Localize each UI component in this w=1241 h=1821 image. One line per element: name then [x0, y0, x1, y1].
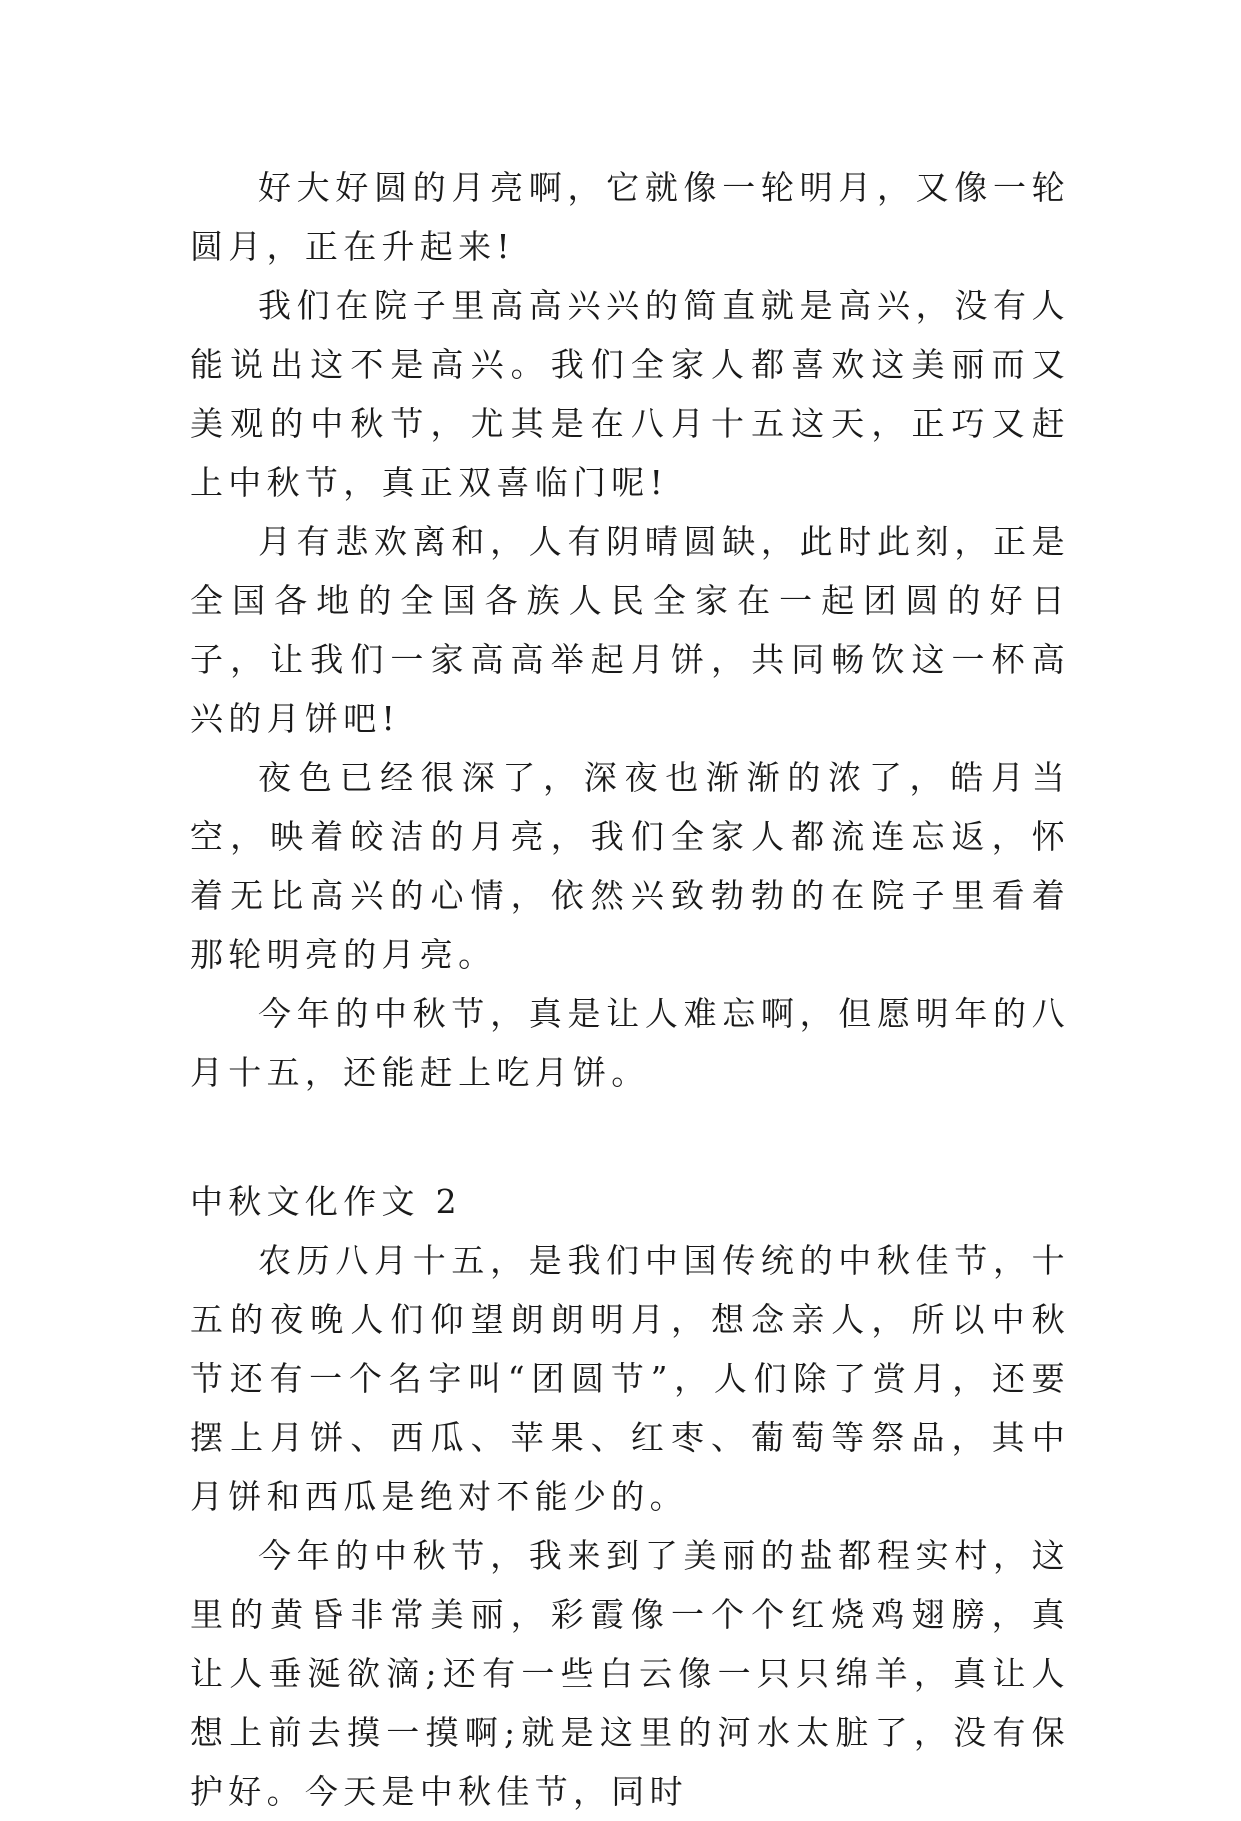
paragraph: 今年的中秋节，真是让人难忘啊，但愿明年的八月十五，还能赶上吃月饼。 [190, 994, 1070, 1092]
paragraph: 好大好圆的月亮啊，它就像一轮明月，又像一轮圆月，正在升起来! [190, 168, 1070, 266]
paragraph: 农历八月十五，是我们中国传统的中秋佳节，十五的夜晚人们仰望朗朗明月，想念亲人，所以中秋节还有一个名字叫“团圆节”，人们除了赏月，还要摆上月饼、西瓜、苹果、红枣、葡萄等祭品，其中月饼和西瓜是绝对不能少的。 [190, 1241, 1070, 1516]
paragraph: 我们在院子里高高兴兴的简直就是高兴，没有人能说出这不是高兴。我们全家人都喜欢这美丽而又美观的中秋节，尤其是在八月十五这天，正巧又赶上中秋节，真正双喜临门呢! [190, 286, 1070, 502]
paragraph: 夜色已经很深了，深夜也渐渐的浓了，皓月当空，映着皎洁的月亮，我们全家人都流连忘返，怀着无比高兴的心情，依然兴致勃勃的在院子里看着那轮明亮的月亮。 [190, 758, 1070, 974]
paragraph: 今年的中秋节，我来到了美丽的盐都程实村，这里的黄昏非常美丽，彩霞像一个个红烧鸡翅膀，真让人垂涎欲滴;还有一些白云像一只只绵羊，真让人想上前去摸一摸啊;就是这里的河水太脏了，没有保护好。今天是中秋佳节，同时 [190, 1536, 1070, 1811]
section-title: 中秋文化作文 2 [190, 1182, 462, 1221]
paragraph: 月有悲欢离和，人有阴晴圆缺，此时此刻，正是全国各地的全国各族人民全家在一起团圆的好日子，让我们一家高高举起月饼，共同畅饮这一杯高兴的月饼吧! [190, 522, 1070, 738]
document-page [190, 158, 1070, 1821]
